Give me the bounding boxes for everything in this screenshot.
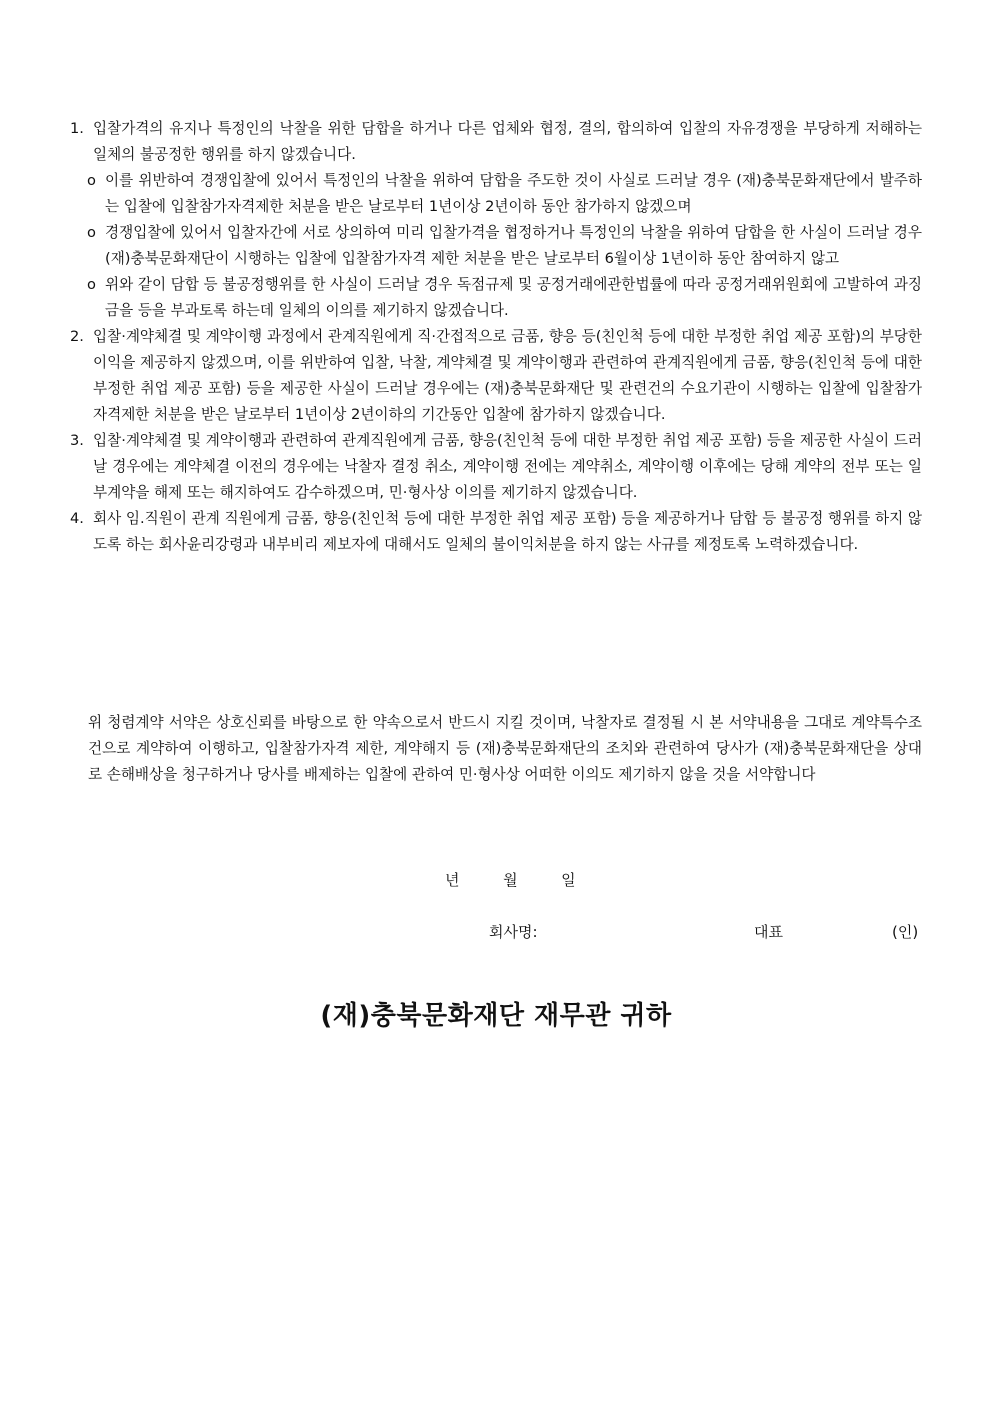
- pledge-item-3: [70, 428, 922, 506]
- subitem-text: 경쟁입찰에 있어서 입찰자간에 서로 상의하여 미리 입찰가격을 협정하거나 특정인의 낙찰을 위하여 담합을 한 사실이 드러날 경우 (재)충북문화재단이 시행하는 입찰에 입찰참가자격 제한 처분을 받은 날로부터 6월이상 1년이하 동안 참여하지 않고: [105, 224, 922, 267]
- bullet-mark: o: [87, 172, 96, 189]
- date-year-label: 년: [445, 871, 460, 889]
- pledge-subitem-1: [87, 168, 922, 220]
- pledge-item-1: [70, 116, 922, 168]
- date-month-label: 월: [503, 871, 518, 889]
- item-number: 4.: [70, 510, 84, 527]
- pledge-items: [70, 116, 922, 558]
- pledge-item-4: [70, 506, 922, 558]
- seal-label: (인): [892, 923, 919, 941]
- recipient-title: (재)충북문화재단 재무관 귀하: [320, 1001, 672, 1031]
- pledge-subitem-3: [87, 272, 922, 324]
- subitem-text: 위와 같이 담합 등 불공정행위를 한 사실이 드러날 경우 독점규제 및 공정거래에관한법률에 따라 공정거래위원회에 고발하여 과징금을 등을 부과토록 하는데 일체의 이의를 제기하지 않겠습니다.: [105, 276, 922, 319]
- bullet-mark: o: [87, 224, 96, 241]
- item-number: 3.: [70, 432, 84, 449]
- item-number: 1.: [70, 120, 84, 137]
- item-text: 입찰가격의 유지나 특정인의 낙찰을 위한 담합을 하거나 다른 업체와 협정, 결의, 합의하여 입찰의 자유경쟁을 부당하게 저해하는 일체의 불공정한 행위를 하지 않겠습니다.: [93, 120, 922, 163]
- item-number: 2.: [70, 328, 84, 345]
- subitem-text: 이를 위반하여 경쟁입찰에 있어서 특정인의 낙찰을 위하여 담합을 주도한 것이 사실로 드러날 경우 (재)충북문화재단에서 발주하는 입찰에 입찰참가자격제한 처분을 받은 날로부터 1년이상 2년이하 동안 참가하지 않겠으며: [105, 172, 922, 215]
- date-line: [445, 868, 576, 892]
- item-text: 회사 임.직원이 관계 직원에게 금품, 향응(친인척 등에 대한 부정한 취업 제공 포함) 등을 제공하거나 담합 등 불공정 행위를 하지 않도록 하는 회사윤리강령과 내부비리 제보자에 대해서도 일체의 불이익처분을 하지 않는 사규를 제정토록 노력하겠습니다.: [93, 510, 922, 553]
- item-text: 입찰·계약체결 및 계약이행 과정에서 관계직원에게 직·간접적으로 금품, 향응 등(친인척 등에 대한 부정한 취업 제공 포함)의 부당한 이익을 제공하지 않겠으며, 이를 위반하여 입찰, 낙찰, 계약체결 및 계약이행과 관련하여 관계직원에게 금품, 향응(친인척 등에 대한 부정한 취업 제공 포함) 등을 제공한 사실이 드러날 경우에는 (재)충북문화재단 및 관련건의 수요기관이 시행하는 입찰에 입찰참가자격제한 처분을 받은 날로부터 1년이상 2년이하의 기간동안 입찰에 참가하지 않겠습니다.: [93, 328, 922, 423]
- bullet-mark: o: [87, 276, 96, 293]
- pledge-item-2: [70, 324, 922, 428]
- closing-statement: 위 청렴계약 서약은 상호신뢰를 바탕으로 한 약속으로서 반드시 지킬 것이며, 낙찰자로 결정될 시 본 서약내용을 그대로 계약특수조건으로 계약하여 이행하고, 입찰참가자격 제한, 계약해지 등 (재)충북문화재단의 조치와 관련하여 당사가 (재)충북문화재단을 상대로 손해배상을 청구하거나 당사를 배제하는 입찰에 관하여 민·형사상 어떠한 이의도 제기하지 않을 것을 서약합니다: [88, 714, 922, 783]
- item-text: 입찰·계약체결 및 계약이행과 관련하여 관계직원에게 금품, 향응(친인척 등에 대한 부정한 취업 제공 포함) 등을 제공한 사실이 드러날 경우에는 계약체결 이전의 경우에는 낙찰자 결정 취소, 계약이행 전에는 계약취소, 계약이행 이후에는 당해 계약의 전부 또는 일부계약을 해제 또는 해지하여도 감수하겠으며, 민·형사상 이의를 제기하지 않겠습니다.: [93, 432, 922, 501]
- company-name-label: 회사명:: [489, 923, 538, 941]
- representative-label: 대표: [754, 923, 783, 941]
- date-day-label: 일: [561, 871, 576, 889]
- pledge-subitem-2: [87, 220, 922, 272]
